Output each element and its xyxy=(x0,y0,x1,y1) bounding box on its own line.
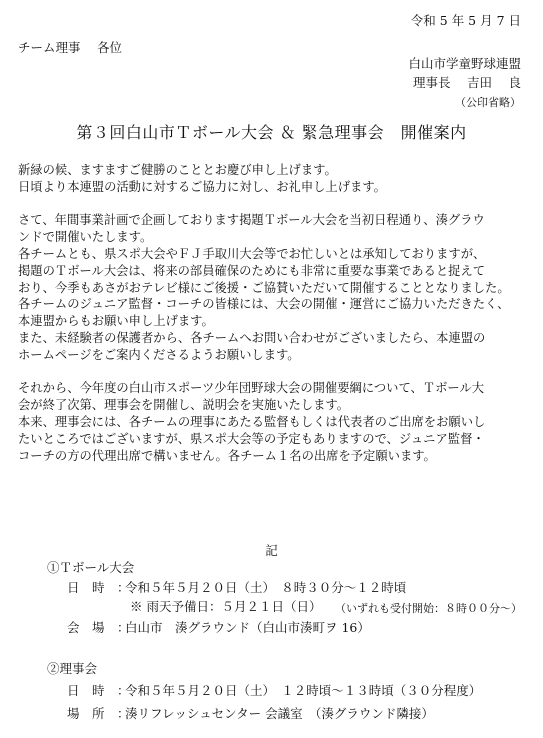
item-datetime-label: 日 時 ： xyxy=(67,580,130,595)
item-heading-meeting: ②理事会 xyxy=(47,661,98,676)
body-line: 各チームのジュニア監督・コーチの皆様には、大会の開催・運営にご協力いただきたく、 xyxy=(18,297,510,312)
item-venue-value: 白山市 湊グラウンド（白山市湊町ヲ 16） xyxy=(125,620,370,635)
body-line: 会が終了次第、理事会を開催し、説明会を実施いたします。 xyxy=(18,398,350,413)
body-line: おり、今季もあさがおテレビ様にご後援・ご協賛いただいて開催することとなりました。 xyxy=(18,280,510,295)
body-line: 各チームとも、県スポ大会やＦＪ手取川大会等でお忙しいとは承知しておりますが、 xyxy=(18,246,486,261)
item-venue-value: 湊リフレッシュセンター 会議室 （湊グラウンド隣接） xyxy=(125,706,434,721)
rain-date: ※ 雨天予備日：５月２１日（日） xyxy=(130,599,322,614)
item-heading-tball: ①Ｔボール大会 xyxy=(47,560,135,575)
body-line: 掲題のＴボール大会は、将来の部員確保のためにも非常に重要な事業であると捉えて xyxy=(18,263,486,278)
body-line: 日頃より本連盟の活動に対するご協力に対し、お礼申し上げます。 xyxy=(18,179,386,194)
body-line: ホームページをご案内くださるようお願いします。 xyxy=(18,347,300,362)
body-line: それから、今年度の白山市スポーツ少年団野球大会の開催要綱について、Ｔボール大 xyxy=(18,381,485,396)
rain-note: （いずれも受付開始：８時００分～） xyxy=(335,602,522,615)
body-text xyxy=(18,162,530,464)
body-line: さて、年間事業計画で企画しております掲題Ｔボール大会を当初日程通り、湊グラウ xyxy=(18,213,485,228)
body-line: コーチの方の代理出席で構いません。各チーム１名の出席を予定願います。 xyxy=(18,448,436,463)
sender-organization: 白山市学童野球連盟 xyxy=(408,56,521,71)
body-line: 本来、理事会には、各チームの理事にあたる監督もしくは代表者のご出席をお願いし xyxy=(18,414,486,429)
item-venue-label: 場 所 ： xyxy=(67,706,130,721)
item-venue-label: 会 場 ： xyxy=(67,620,130,635)
body-line: 本連盟からもお願い申し上げます。 xyxy=(18,314,214,329)
document-date: 令和 5 年 5 月 7 日 xyxy=(410,13,521,28)
body-line: たいところではございますが、県スポ大会等の予定もありますので、ジュニア監督・ xyxy=(18,431,485,446)
sender-name: 理事長 吉田 良 xyxy=(413,75,521,90)
body-line: ンドで開催いたします。 xyxy=(18,230,153,245)
recipient-line: チーム理事 各位 xyxy=(18,40,122,55)
item-datetime-value: 令和５年５月２０日（土） １２時頃～１３時頃（３０分程度） xyxy=(125,683,482,698)
body-line: また、未経験者の保護者から、各チームへお問い合わせがございましたら、本連盟の xyxy=(18,330,486,345)
document-title: 第３回白山市Ｔボール大会 ＆ 緊急理事会 開催案内 xyxy=(76,123,467,142)
body-line: 新緑の候、ますますご健勝のこととお慶び申し上げます。 xyxy=(18,163,337,177)
note-heading: 記 xyxy=(265,543,278,558)
item-datetime-value: 令和５年５月２０日（土） ８時３０分～１２時頃 xyxy=(125,580,407,595)
seal-note: （公印省略） xyxy=(455,96,521,109)
item-datetime-label: 日 時 ： xyxy=(67,683,130,698)
